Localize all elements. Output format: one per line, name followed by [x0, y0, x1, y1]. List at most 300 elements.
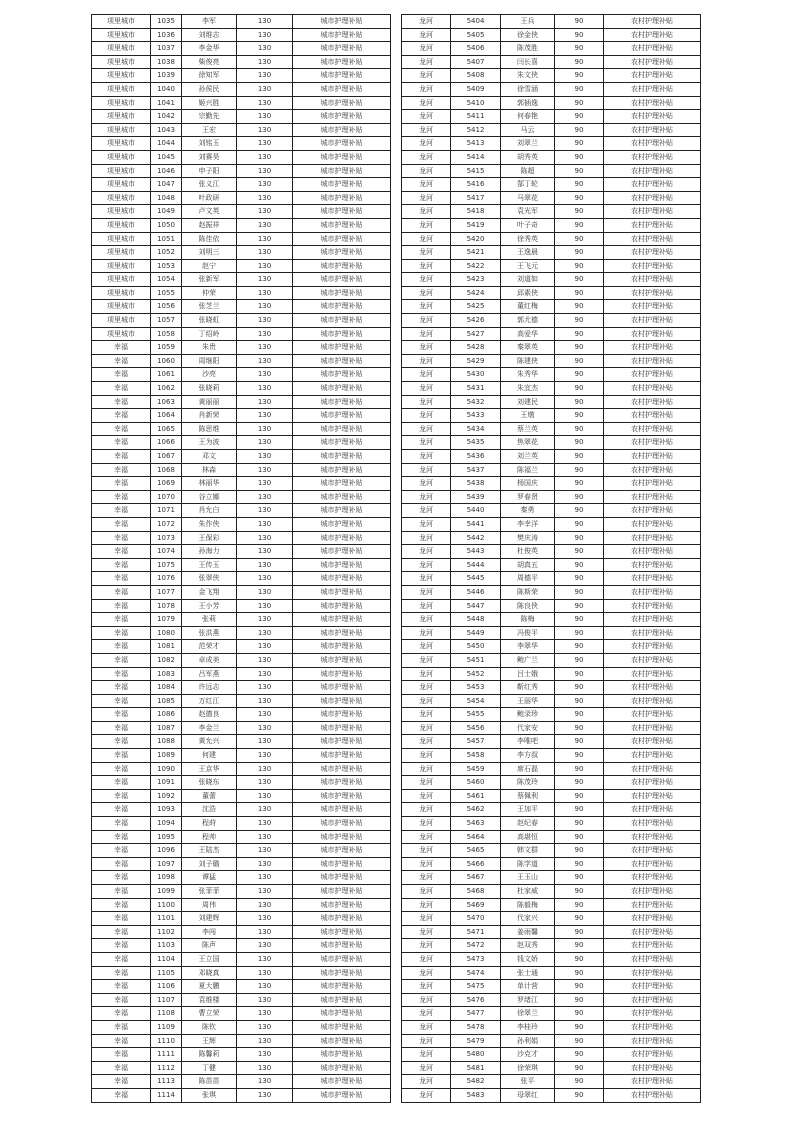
table-row — [92, 776, 391, 790]
subsidy-type-cell: 城市护理补贴 — [293, 857, 391, 871]
amount-cell: 130 — [237, 952, 293, 966]
region-cell: 龙河 — [402, 694, 451, 708]
name-cell: 王宏 — [182, 123, 237, 137]
region-cell: 龙河 — [402, 844, 451, 858]
name-cell: 周继阳 — [182, 354, 237, 368]
id-cell: 5453 — [451, 681, 501, 695]
id-cell: 5477 — [451, 1007, 501, 1021]
id-cell: 5420 — [451, 232, 501, 246]
table-row — [92, 817, 391, 831]
subsidy-type-cell: 农村护理补贴 — [604, 354, 701, 368]
region-cell: 幸福 — [92, 803, 151, 817]
amount-cell: 130 — [237, 708, 293, 722]
subsidy-type-cell: 城市护理补贴 — [293, 952, 391, 966]
id-cell: 1066 — [151, 436, 182, 450]
amount-cell: 90 — [555, 273, 604, 287]
region-cell: 龙河 — [402, 450, 451, 464]
table-row — [402, 803, 701, 817]
subsidy-type-cell: 城市护理补贴 — [293, 42, 391, 56]
region-cell: 幸福 — [92, 477, 151, 491]
name-cell: 李闯 — [182, 925, 237, 939]
table-row — [402, 164, 701, 178]
table-row — [402, 939, 701, 953]
subsidy-type-cell: 城市护理补贴 — [293, 164, 391, 178]
id-cell: 5481 — [451, 1061, 501, 1075]
subsidy-type-cell: 农村护理补贴 — [604, 1020, 701, 1034]
amount-cell: 90 — [555, 137, 604, 151]
subsidy-type-cell: 城市护理补贴 — [293, 490, 391, 504]
amount-cell: 90 — [555, 450, 604, 464]
region-cell: 幸福 — [92, 1020, 151, 1034]
name-cell: 赵双秀 — [501, 939, 555, 953]
subsidy-type-cell: 农村护理补贴 — [604, 286, 701, 300]
name-cell: 樊庆涛 — [501, 531, 555, 545]
region-cell: 龙河 — [402, 558, 451, 572]
id-cell: 1104 — [151, 952, 182, 966]
name-cell: 刘赛昊 — [182, 150, 237, 164]
amount-cell: 90 — [555, 96, 604, 110]
amount-cell: 130 — [237, 436, 293, 450]
subsidy-type-cell: 城市护理补贴 — [293, 613, 391, 627]
name-cell: 万红江 — [182, 694, 237, 708]
id-cell: 1061 — [151, 368, 182, 382]
table-row — [402, 653, 701, 667]
amount-cell: 90 — [555, 857, 604, 871]
amount-cell: 130 — [237, 273, 293, 287]
amount-cell: 130 — [237, 626, 293, 640]
name-cell: 朱宜杰 — [501, 382, 555, 396]
table-row — [402, 681, 701, 695]
name-cell: 陈梅 — [501, 613, 555, 627]
region-cell: 幸福 — [92, 749, 151, 763]
amount-cell: 130 — [237, 341, 293, 355]
amount-cell: 90 — [555, 572, 604, 586]
region-cell: 龙河 — [402, 164, 451, 178]
subsidy-type-cell: 城市护理补贴 — [293, 817, 391, 831]
table-row — [92, 382, 391, 396]
table-row — [402, 436, 701, 450]
table-row — [92, 96, 391, 110]
subsidy-type-cell: 城市护理补贴 — [293, 912, 391, 926]
table-row — [92, 735, 391, 749]
id-cell: 1059 — [151, 341, 182, 355]
subsidy-type-cell: 农村护理补贴 — [604, 545, 701, 559]
name-cell: 董红梅 — [501, 300, 555, 314]
region-cell: 幸福 — [92, 789, 151, 803]
subsidy-type-cell: 城市护理补贴 — [293, 966, 391, 980]
table-row — [92, 327, 391, 341]
name-cell: 刘铭玉 — [182, 137, 237, 151]
subsidy-type-cell: 农村护理补贴 — [604, 585, 701, 599]
amount-cell: 130 — [237, 585, 293, 599]
table-row — [92, 164, 391, 178]
table-row — [92, 232, 391, 246]
amount-cell: 90 — [555, 694, 604, 708]
id-cell: 1092 — [151, 789, 182, 803]
name-cell: 陈良侠 — [501, 599, 555, 613]
region-cell: 幸福 — [92, 1007, 151, 1021]
name-cell: 陈声 — [182, 939, 237, 953]
id-cell: 5446 — [451, 585, 501, 599]
table-row — [402, 422, 701, 436]
id-cell: 1068 — [151, 463, 182, 477]
region-cell: 龙河 — [402, 28, 451, 42]
table-row — [92, 314, 391, 328]
region-cell: 龙河 — [402, 490, 451, 504]
amount-cell: 130 — [237, 531, 293, 545]
subsidy-type-cell: 城市护理补贴 — [293, 694, 391, 708]
table-row — [402, 789, 701, 803]
subsidy-type-cell: 农村护理补贴 — [604, 1088, 701, 1102]
id-cell: 1087 — [151, 721, 182, 735]
region-cell: 龙河 — [402, 300, 451, 314]
amount-cell: 130 — [237, 721, 293, 735]
name-cell: 邓晓真 — [182, 966, 237, 980]
id-cell: 5413 — [451, 137, 501, 151]
region-cell: 龙河 — [402, 463, 451, 477]
region-cell: 龙河 — [402, 640, 451, 654]
id-cell: 5447 — [451, 599, 501, 613]
id-cell: 1065 — [151, 422, 182, 436]
region-cell: 幸福 — [92, 1048, 151, 1062]
id-cell: 1076 — [151, 572, 182, 586]
amount-cell: 90 — [555, 28, 604, 42]
name-cell: 徐知军 — [182, 69, 237, 83]
id-cell: 5449 — [451, 626, 501, 640]
amount-cell: 90 — [555, 776, 604, 790]
subsidy-type-cell: 城市护理补贴 — [293, 898, 391, 912]
amount-cell: 90 — [555, 789, 604, 803]
table-row — [402, 477, 701, 491]
table-row — [92, 572, 391, 586]
right-table-body — [402, 15, 701, 1103]
amount-cell: 130 — [237, 694, 293, 708]
name-cell: 吕士娥 — [501, 667, 555, 681]
region-cell: 幸福 — [92, 925, 151, 939]
table-row — [402, 137, 701, 151]
left-subsidy-table — [91, 14, 391, 1103]
amount-cell: 130 — [237, 82, 293, 96]
id-cell: 5461 — [451, 789, 501, 803]
amount-cell: 90 — [555, 681, 604, 695]
subsidy-type-cell: 农村护理补贴 — [604, 137, 701, 151]
amount-cell: 90 — [555, 259, 604, 273]
table-row — [402, 776, 701, 790]
amount-cell: 130 — [237, 925, 293, 939]
subsidy-type-cell: 农村护理补贴 — [604, 857, 701, 871]
region-cell: 项里城市 — [92, 137, 151, 151]
region-cell: 项里城市 — [92, 273, 151, 287]
id-cell: 1099 — [151, 885, 182, 899]
id-cell: 5476 — [451, 993, 501, 1007]
id-cell: 1081 — [151, 640, 182, 654]
table-row — [402, 912, 701, 926]
amount-cell: 130 — [237, 1075, 293, 1089]
subsidy-type-cell: 城市护理补贴 — [293, 314, 391, 328]
subsidy-type-cell: 农村护理补贴 — [604, 1034, 701, 1048]
table-row — [92, 69, 391, 83]
table-row — [92, 830, 391, 844]
id-cell: 1077 — [151, 585, 182, 599]
subsidy-type-cell: 农村护理补贴 — [604, 463, 701, 477]
subsidy-type-cell: 城市护理补贴 — [293, 980, 391, 994]
id-cell: 5450 — [451, 640, 501, 654]
subsidy-type-cell: 城市护理补贴 — [293, 1048, 391, 1062]
region-cell: 龙河 — [402, 762, 451, 776]
table-row — [402, 273, 701, 287]
id-cell: 5404 — [451, 15, 501, 29]
region-cell: 龙河 — [402, 599, 451, 613]
region-cell: 龙河 — [402, 42, 451, 56]
table-row — [402, 382, 701, 396]
amount-cell: 90 — [555, 993, 604, 1007]
region-cell: 龙河 — [402, 885, 451, 899]
id-cell: 5436 — [451, 450, 501, 464]
name-cell: 张晓虹 — [182, 314, 237, 328]
subsidy-type-cell: 农村护理补贴 — [604, 300, 701, 314]
name-cell: 马云 — [501, 123, 555, 137]
region-cell: 幸福 — [92, 993, 151, 1007]
id-cell: 5451 — [451, 653, 501, 667]
id-cell: 5419 — [451, 218, 501, 232]
name-cell: 刘建辉 — [182, 912, 237, 926]
amount-cell: 130 — [237, 178, 293, 192]
region-cell: 龙河 — [402, 1075, 451, 1089]
name-cell: 李方叔 — [501, 749, 555, 763]
id-cell: 1097 — [151, 857, 182, 871]
table-row — [92, 789, 391, 803]
id-cell: 5454 — [451, 694, 501, 708]
table-row — [92, 681, 391, 695]
table-row — [402, 966, 701, 980]
region-cell: 幸福 — [92, 708, 151, 722]
region-cell: 项里城市 — [92, 15, 151, 29]
id-cell: 5435 — [451, 436, 501, 450]
id-cell: 5468 — [451, 885, 501, 899]
id-cell: 5467 — [451, 871, 501, 885]
name-cell: 赵德良 — [182, 708, 237, 722]
subsidy-type-cell: 城市护理补贴 — [293, 844, 391, 858]
subsidy-type-cell: 城市护理补贴 — [293, 585, 391, 599]
id-cell: 1042 — [151, 110, 182, 124]
amount-cell: 130 — [237, 300, 293, 314]
id-cell: 5478 — [451, 1020, 501, 1034]
subsidy-type-cell: 农村护理补贴 — [604, 368, 701, 382]
name-cell: 陈毅梅 — [501, 898, 555, 912]
subsidy-type-cell: 城市护理补贴 — [293, 762, 391, 776]
name-cell: 郭尤德 — [501, 314, 555, 328]
id-cell: 1073 — [151, 531, 182, 545]
region-cell: 龙河 — [402, 653, 451, 667]
amount-cell: 90 — [555, 1034, 604, 1048]
id-cell: 1045 — [151, 150, 182, 164]
subsidy-type-cell: 城市护理补贴 — [293, 409, 391, 423]
region-cell: 龙河 — [402, 341, 451, 355]
table-row — [402, 286, 701, 300]
amount-cell: 90 — [555, 558, 604, 572]
amount-cell: 130 — [237, 667, 293, 681]
table-row — [92, 640, 391, 654]
subsidy-type-cell: 农村护理补贴 — [604, 558, 701, 572]
subsidy-type-cell: 城市护理补贴 — [293, 450, 391, 464]
name-cell: 靳红秀 — [501, 681, 555, 695]
amount-cell: 130 — [237, 490, 293, 504]
id-cell: 1053 — [151, 259, 182, 273]
name-cell: 罗绪江 — [501, 993, 555, 1007]
region-cell: 龙河 — [402, 69, 451, 83]
amount-cell: 130 — [237, 1088, 293, 1102]
subsidy-type-cell: 城市护理补贴 — [293, 558, 391, 572]
table-row — [402, 640, 701, 654]
name-cell: 黄丽丽 — [182, 395, 237, 409]
region-cell: 项里城市 — [92, 314, 151, 328]
region-cell: 龙河 — [402, 395, 451, 409]
name-cell: 张晓东 — [182, 776, 237, 790]
name-cell: 叶政研 — [182, 191, 237, 205]
id-cell: 1102 — [151, 925, 182, 939]
id-cell: 1094 — [151, 817, 182, 831]
name-cell: 林丽华 — [182, 477, 237, 491]
table-row — [92, 966, 391, 980]
region-cell: 龙河 — [402, 110, 451, 124]
amount-cell: 130 — [237, 504, 293, 518]
name-cell: 柴俊亮 — [182, 55, 237, 69]
region-cell: 龙河 — [402, 1020, 451, 1034]
subsidy-type-cell: 城市护理补贴 — [293, 531, 391, 545]
amount-cell: 130 — [237, 844, 293, 858]
id-cell: 5466 — [451, 857, 501, 871]
id-cell: 1088 — [151, 735, 182, 749]
table-row — [402, 1061, 701, 1075]
amount-cell: 90 — [555, 912, 604, 926]
table-row — [92, 558, 391, 572]
table-row — [402, 952, 701, 966]
subsidy-type-cell: 农村护理补贴 — [604, 69, 701, 83]
table-row — [402, 599, 701, 613]
subsidy-type-cell: 城市护理补贴 — [293, 382, 391, 396]
id-cell: 1105 — [151, 966, 182, 980]
amount-cell: 90 — [555, 477, 604, 491]
id-cell: 1085 — [151, 694, 182, 708]
subsidy-type-cell: 城市护理补贴 — [293, 626, 391, 640]
name-cell: 赵振祥 — [182, 218, 237, 232]
table-row — [402, 1088, 701, 1102]
region-cell: 龙河 — [402, 436, 451, 450]
amount-cell: 90 — [555, 354, 604, 368]
id-cell: 5438 — [451, 477, 501, 491]
region-cell: 幸福 — [92, 599, 151, 613]
subsidy-type-cell: 农村护理补贴 — [604, 762, 701, 776]
table-row — [402, 613, 701, 627]
id-cell: 5472 — [451, 939, 501, 953]
region-cell: 龙河 — [402, 626, 451, 640]
subsidy-type-cell: 城市护理补贴 — [293, 422, 391, 436]
amount-cell: 130 — [237, 966, 293, 980]
table-row — [92, 450, 391, 464]
id-cell: 1098 — [151, 871, 182, 885]
name-cell: 王丽华 — [501, 694, 555, 708]
name-cell: 张莉 — [182, 613, 237, 627]
region-cell: 龙河 — [402, 545, 451, 559]
subsidy-type-cell: 城市护理补贴 — [293, 123, 391, 137]
name-cell: 沙亮 — [182, 368, 237, 382]
subsidy-type-cell: 农村护理补贴 — [604, 898, 701, 912]
id-cell: 5452 — [451, 667, 501, 681]
subsidy-type-cell: 城市护理补贴 — [293, 69, 391, 83]
subsidy-type-cell: 农村护理补贴 — [604, 327, 701, 341]
id-cell: 5460 — [451, 776, 501, 790]
id-cell: 5443 — [451, 545, 501, 559]
id-cell: 1048 — [151, 191, 182, 205]
region-cell: 龙河 — [402, 218, 451, 232]
table-row — [92, 517, 391, 531]
name-cell: 张菲菲 — [182, 885, 237, 899]
id-cell: 1091 — [151, 776, 182, 790]
table-row — [402, 694, 701, 708]
table-row — [92, 490, 391, 504]
subsidy-type-cell: 农村护理补贴 — [604, 952, 701, 966]
region-cell: 幸福 — [92, 341, 151, 355]
name-cell: 徐雪涵 — [501, 82, 555, 96]
name-cell: 董蕾 — [182, 789, 237, 803]
table-row — [402, 341, 701, 355]
amount-cell: 90 — [555, 82, 604, 96]
amount-cell: 130 — [237, 993, 293, 1007]
id-cell: 5409 — [451, 82, 501, 96]
id-cell: 1093 — [151, 803, 182, 817]
name-cell: 鲍广兰 — [501, 653, 555, 667]
id-cell: 5405 — [451, 28, 501, 42]
table-row — [402, 246, 701, 260]
id-cell: 5407 — [451, 55, 501, 69]
amount-cell: 130 — [237, 1007, 293, 1021]
region-cell: 龙河 — [402, 817, 451, 831]
table-row — [402, 531, 701, 545]
subsidy-type-cell: 城市护理补贴 — [293, 776, 391, 790]
amount-cell: 90 — [555, 218, 604, 232]
amount-cell: 90 — [555, 123, 604, 137]
subsidy-type-cell: 农村护理补贴 — [604, 55, 701, 69]
id-cell: 1082 — [151, 653, 182, 667]
subsidy-type-cell: 农村护理补贴 — [604, 15, 701, 29]
amount-cell: 130 — [237, 912, 293, 926]
region-cell: 龙河 — [402, 205, 451, 219]
id-cell: 1074 — [151, 545, 182, 559]
name-cell: 卢文英 — [182, 205, 237, 219]
name-cell: 张晓莉 — [182, 382, 237, 396]
table-row — [92, 1034, 391, 1048]
name-cell: 蔡兰英 — [501, 422, 555, 436]
name-cell: 闫长喜 — [501, 55, 555, 69]
id-cell: 1114 — [151, 1088, 182, 1102]
table-row — [92, 694, 391, 708]
amount-cell: 90 — [555, 232, 604, 246]
subsidy-type-cell: 城市护理补贴 — [293, 1007, 391, 1021]
id-cell: 5430 — [451, 368, 501, 382]
id-cell: 1079 — [151, 613, 182, 627]
subsidy-type-cell: 城市护理补贴 — [293, 789, 391, 803]
id-cell: 1078 — [151, 599, 182, 613]
name-cell: 张新军 — [182, 273, 237, 287]
name-cell: 陈思维 — [182, 422, 237, 436]
table-row — [402, 504, 701, 518]
amount-cell: 130 — [237, 613, 293, 627]
table-row — [402, 82, 701, 96]
table-row — [402, 980, 701, 994]
id-cell: 5470 — [451, 912, 501, 926]
table-row — [92, 504, 391, 518]
table-row — [92, 273, 391, 287]
